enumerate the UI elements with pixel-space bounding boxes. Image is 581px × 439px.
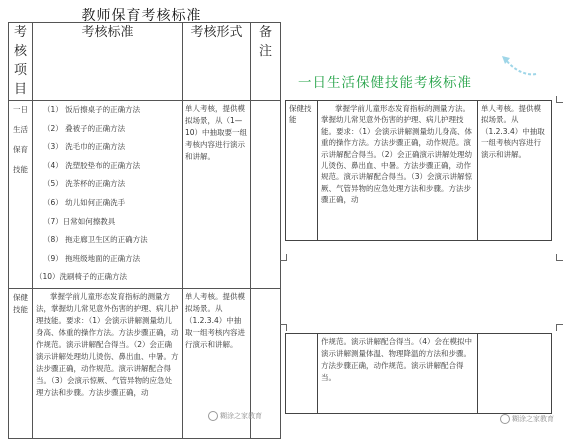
row2-project-line: 技能 — [13, 305, 28, 314]
right-doc-title: 一日生活保健技能考核标准 — [298, 75, 472, 91]
crop-mark — [280, 324, 287, 331]
left-watermark — [208, 411, 262, 421]
row1-project-line: 一日 — [13, 105, 28, 114]
list-item: （7）日常如何擦教具 — [43, 216, 116, 226]
header-project — [9, 23, 33, 101]
row1-items — [33, 101, 183, 289]
row1-form: 单人考核，提供模拟场景，从（1—10）中抽取要一组考核内容进行演示和讲解。 — [183, 101, 251, 289]
left-document — [0, 0, 283, 430]
wechat-icon — [208, 411, 218, 421]
list-item: （5） 洗茶杯的正确方法 — [43, 179, 126, 189]
right-row2-form — [478, 334, 552, 414]
list-item: （10）洗刷椅子的正确方法 — [35, 272, 128, 282]
row2-standard: 掌握学前儿童形态发育指标的测量方法，掌握幼儿常见意外伤害的护理、病儿护理技能。要求：（1）会演示讲解测量幼儿身高、体重的操作方法。方法步骤正确，动作规范。演示讲解配合得当。（2）会正确演示讲解处理幼儿烫伤、鼻出血、中暑。方法步骤正确，动作规范。演示讲解配合得当。（3）会演示惊厥、气管异物的应急处理方法和步骤。方法步骤正确，动 — [33, 289, 183, 439]
left-standard-table — [8, 22, 281, 439]
list-item: （2） 叠被子的正确方法 — [43, 123, 126, 133]
header-standard: 考核标准 — [33, 23, 183, 101]
list-item: （4） 洗塑胶垫布的正确方法 — [43, 160, 141, 170]
right-row1-project: 保健技能 — [286, 101, 318, 241]
right-row1-form: 单人考核。提供模拟场景。从（1.2.3.4）中抽取一组考核内容进行演示和讲解。 — [478, 101, 552, 241]
right-standard-table — [285, 100, 552, 241]
row1-project — [9, 101, 33, 289]
row2-project — [9, 289, 33, 439]
crop-mark — [556, 254, 563, 261]
right-continued-table — [285, 333, 552, 414]
crop-mark — [556, 324, 563, 331]
row2-project-line: 保健 — [13, 293, 28, 302]
right-row2-standard: 作规范。演示讲解配合得当。（4）会在模拟中演示讲解测量体温、物理降温的方法和步骤。方法步骤正确，动作规范。演示讲解配合得当。 — [318, 334, 478, 414]
right-watermark-text: 糊涂之家教育 — [512, 415, 554, 423]
left-doc-title: 教师保育考核标准 — [81, 8, 202, 24]
row1-project-line: 技能 — [13, 165, 28, 174]
left-watermark-text: 糊涂之家教育 — [220, 412, 262, 420]
curved-arrow-icon — [496, 54, 540, 80]
row1-project-line: 生活 — [13, 125, 28, 134]
wechat-icon — [500, 414, 510, 424]
list-item: （8） 拖走廊卫生区的正确方法 — [43, 235, 148, 245]
crop-mark — [556, 96, 563, 103]
header-form: 考核形式 — [183, 23, 251, 101]
crop-mark — [280, 254, 287, 261]
list-item: （3） 洗毛巾的正确方法 — [43, 142, 126, 152]
list-item: （1） 饭后擦桌子的正确方法 — [43, 105, 141, 114]
right-row1-standard: 掌握学前儿童形态发育指标的测量方法。掌握幼儿常见意外伤害的护理、病儿护理技能。要求：（1）会演示讲解测量幼儿身高、体重的操作方法。方法步骤正确，动作规范。演示讲解配合得当。（2）会正确演示讲解处理幼儿烫伤、鼻出血、中暑。方法步骤正确，动作规范。演示讲解配合得当。（3）会演示讲解惊厥、气管异物的应急处理方法和步骤。方法步骤正确，动 — [318, 101, 478, 241]
list-item: （9） 拖班级地面的正确方法 — [43, 253, 141, 263]
row1-note — [251, 101, 281, 289]
row1-project-line: 保育 — [13, 145, 28, 154]
header-project-text: 考核项目 — [13, 25, 27, 97]
right-row2-project — [286, 334, 318, 414]
header-note — [251, 23, 281, 101]
header-note-text: 备注 — [258, 25, 272, 59]
right-watermark — [500, 414, 554, 424]
list-item: （6） 幼儿如何正确洗手 — [43, 197, 126, 207]
row2-form: 单人考核。提供模拟场景。从（1.2.3.4）中抽取一组考核内容进行演示和讲解。 — [183, 289, 251, 439]
